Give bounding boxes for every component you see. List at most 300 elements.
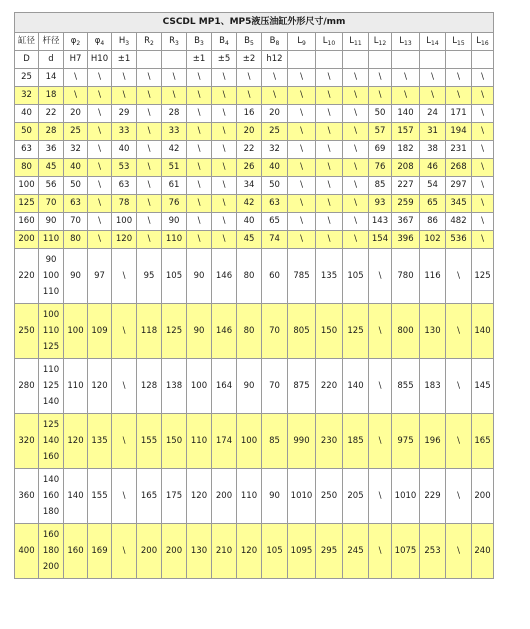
header-symbol: L xyxy=(297,36,302,46)
dimension-cell: \ xyxy=(137,213,162,231)
dimension-cell: 110 xyxy=(64,359,88,414)
header-symbol: L xyxy=(373,36,379,46)
dimension-cell: 157 xyxy=(392,123,420,141)
dimension-cell: \ xyxy=(446,359,472,414)
header-symbol: L xyxy=(399,36,405,46)
dimension-cell: 128 xyxy=(137,359,162,414)
dimension-cell: 130 xyxy=(420,304,446,359)
header-tolerance-cell xyxy=(369,51,392,69)
dimension-cell: 975 xyxy=(392,414,420,469)
dimension-cell: \ xyxy=(343,105,369,123)
dimension-cell: 1095 xyxy=(288,524,316,579)
dimension-cell: 26 xyxy=(237,159,262,177)
rod-diameter-cell xyxy=(39,87,64,105)
rod-diameter-value: 140 xyxy=(42,397,60,407)
dimension-cell: 102 xyxy=(420,231,446,249)
dimension-cell: \ xyxy=(137,141,162,159)
header-symbol: L xyxy=(349,36,355,46)
dimension-cell: \ xyxy=(88,159,112,177)
dimension-cell: 65 xyxy=(420,195,446,213)
dimension-cell: \ xyxy=(472,195,494,213)
dimension-cell: \ xyxy=(137,105,162,123)
dimension-cell: \ xyxy=(212,69,237,87)
dimension-cell: 345 xyxy=(446,195,472,213)
dimension-cell: 70 xyxy=(262,359,288,414)
header-symbol: B xyxy=(194,36,200,46)
header-tolerance-cell xyxy=(288,51,316,69)
dimension-cell: \ xyxy=(112,69,137,87)
dimension-cell: 42 xyxy=(237,195,262,213)
header-symbol: B xyxy=(269,36,276,46)
header-symbol: φ xyxy=(70,36,77,46)
dimension-cell: \ xyxy=(343,177,369,195)
dimension-cell: \ xyxy=(343,123,369,141)
rod-diameter-value: 160 xyxy=(42,530,60,540)
dimension-cell: 105 xyxy=(343,249,369,304)
dimension-cell: 57 xyxy=(369,123,392,141)
header-subscript: 14 xyxy=(431,40,439,47)
table-row xyxy=(15,249,494,304)
dimension-cell: 109 xyxy=(88,304,112,359)
header-cell xyxy=(316,33,343,51)
dimension-cell: \ xyxy=(137,87,162,105)
header-cell xyxy=(162,33,187,51)
dimension-cell: 155 xyxy=(88,469,112,524)
table-row xyxy=(15,123,494,141)
rod-diameter-value: 160 xyxy=(42,452,60,462)
bore-diameter-cell: 160 xyxy=(15,213,39,231)
dimension-cell: 220 xyxy=(316,359,343,414)
rod-diameter-value: 140 xyxy=(42,436,60,446)
bore-diameter-cell: 320 xyxy=(15,414,39,469)
header-cell xyxy=(39,33,64,51)
dimension-cell: \ xyxy=(369,469,392,524)
dimension-cell: \ xyxy=(137,195,162,213)
dimension-cell: \ xyxy=(64,69,88,87)
dimension-cell: 54 xyxy=(420,177,446,195)
dimension-cell: \ xyxy=(446,414,472,469)
table-row xyxy=(15,414,494,469)
dimension-cell: \ xyxy=(316,105,343,123)
header-tolerance-cell: h12 xyxy=(262,51,288,69)
rod-diameter-cell xyxy=(39,231,64,249)
dimension-cell: 800 xyxy=(392,304,420,359)
dimension-cell: 482 xyxy=(446,213,472,231)
dimension-cell: \ xyxy=(343,159,369,177)
header-tolerance-cell xyxy=(420,51,446,69)
dimension-cell: 16 xyxy=(237,105,262,123)
dimension-cell: \ xyxy=(88,105,112,123)
dimension-cell: \ xyxy=(187,177,212,195)
rod-diameter-cell xyxy=(39,123,64,141)
header-symbol: R xyxy=(144,36,151,46)
header-subscript: 3 xyxy=(200,40,204,47)
dimension-cell: \ xyxy=(212,105,237,123)
dimension-cell: 105 xyxy=(262,524,288,579)
dimension-cell: 229 xyxy=(420,469,446,524)
dimension-cell: 785 xyxy=(288,249,316,304)
dimension-cell: \ xyxy=(369,304,392,359)
header-cell xyxy=(137,33,162,51)
bore-diameter-cell: 32 xyxy=(15,87,39,105)
dimension-cell: 34 xyxy=(237,177,262,195)
dimension-cell: 140 xyxy=(392,105,420,123)
table-row xyxy=(15,231,494,249)
header-cell xyxy=(237,33,262,51)
rod-diameter-cell xyxy=(39,359,64,414)
dimension-cell: 205 xyxy=(343,469,369,524)
bore-diameter-cell: 250 xyxy=(15,304,39,359)
dimension-cell: 33 xyxy=(112,123,137,141)
rod-diameter-value: 100 xyxy=(42,271,60,281)
dimension-cell: \ xyxy=(472,105,494,123)
dimension-cell: 31 xyxy=(420,123,446,141)
dimension-cell: 227 xyxy=(392,177,420,195)
header-row-symbols xyxy=(15,33,494,51)
dimension-cell: 22 xyxy=(237,141,262,159)
dimension-cell: 154 xyxy=(369,231,392,249)
dimension-cell: 60 xyxy=(262,249,288,304)
header-tolerance-cell: H10 xyxy=(88,51,112,69)
rod-diameter-value: 14 xyxy=(45,72,57,82)
dimension-cell: 165 xyxy=(137,469,162,524)
header-subscript: 3 xyxy=(175,40,179,47)
header-cell xyxy=(187,33,212,51)
rod-diameter-value: 110 xyxy=(42,234,60,244)
dimension-cell: 183 xyxy=(420,359,446,414)
dimension-cell: 210 xyxy=(212,524,237,579)
header-tolerance-cell xyxy=(137,51,162,69)
dimension-cell: \ xyxy=(64,87,88,105)
dimension-cell: 93 xyxy=(369,195,392,213)
dimension-cell: 32 xyxy=(262,141,288,159)
dimension-cell: \ xyxy=(88,195,112,213)
dimension-cell: 150 xyxy=(162,414,187,469)
dimension-cell: 90 xyxy=(187,304,212,359)
bore-diameter-cell: 100 xyxy=(15,177,39,195)
header-subscript: 13 xyxy=(404,40,412,47)
dimension-cell: \ xyxy=(288,231,316,249)
dimension-cell: 182 xyxy=(392,141,420,159)
dimension-cell: 125 xyxy=(343,304,369,359)
dimension-cell: 990 xyxy=(288,414,316,469)
dimension-cell: 145 xyxy=(472,359,494,414)
dimension-cell: 100 xyxy=(187,359,212,414)
dimension-cell: 40 xyxy=(64,159,88,177)
dimension-cell: \ xyxy=(137,159,162,177)
dimension-cell: \ xyxy=(137,231,162,249)
dimension-cell: \ xyxy=(316,87,343,105)
rod-diameter-cell xyxy=(39,195,64,213)
header-subscript: 4 xyxy=(225,40,229,47)
header-symbol: H xyxy=(118,36,126,46)
dimension-cell: \ xyxy=(446,69,472,87)
rod-diameter-cell xyxy=(39,414,64,469)
dimension-cell: 259 xyxy=(392,195,420,213)
dimension-cell: \ xyxy=(420,87,446,105)
table-row xyxy=(15,213,494,231)
dimension-cell: \ xyxy=(369,87,392,105)
dimension-cell: 1010 xyxy=(288,469,316,524)
dimension-cell: 174 xyxy=(212,414,237,469)
header-subscript: 16 xyxy=(481,40,489,47)
dimension-cell: \ xyxy=(212,141,237,159)
dimension-cell: 171 xyxy=(446,105,472,123)
dimension-cell: \ xyxy=(316,159,343,177)
bore-diameter-cell: 25 xyxy=(15,69,39,87)
header-symbol: B xyxy=(219,36,225,46)
dimension-cell: 140 xyxy=(64,469,88,524)
header-tolerance-cell xyxy=(162,51,187,69)
rod-diameter-value: 125 xyxy=(42,381,60,391)
dimension-cell: 110 xyxy=(187,414,212,469)
rod-diameter-value: 36 xyxy=(45,144,57,154)
dimension-cell: \ xyxy=(187,141,212,159)
dimension-cell: \ xyxy=(288,87,316,105)
dimension-cell: 194 xyxy=(446,123,472,141)
bore-diameter-cell: 50 xyxy=(15,123,39,141)
dimension-cell: 100 xyxy=(64,304,88,359)
dimension-cell: \ xyxy=(446,249,472,304)
rod-diameter-cell xyxy=(39,524,64,579)
rod-diameter-cell xyxy=(39,159,64,177)
rod-diameter-cell xyxy=(39,69,64,87)
dimension-cell: 200 xyxy=(212,469,237,524)
dimension-cell: \ xyxy=(369,249,392,304)
dimension-cell: 24 xyxy=(420,105,446,123)
dimension-cell: 80 xyxy=(237,304,262,359)
dimension-cell: 805 xyxy=(288,304,316,359)
dimension-cell: \ xyxy=(112,249,137,304)
dimension-cell: \ xyxy=(420,69,446,87)
dimension-cell: 38 xyxy=(420,141,446,159)
cylinder-dimension-table xyxy=(14,12,494,579)
dimension-cell: 120 xyxy=(187,469,212,524)
header-tolerance-cell xyxy=(343,51,369,69)
dimension-cell: \ xyxy=(262,87,288,105)
dimension-cell: \ xyxy=(343,69,369,87)
rod-diameter-cell xyxy=(39,249,64,304)
header-symbol: R xyxy=(169,36,176,46)
header-cell xyxy=(392,33,420,51)
dimension-cell: 20 xyxy=(262,105,288,123)
dimension-cell: \ xyxy=(112,359,137,414)
table-row xyxy=(15,304,494,359)
dimension-cell: \ xyxy=(88,69,112,87)
dimension-cell: 50 xyxy=(369,105,392,123)
table-row xyxy=(15,105,494,123)
header-cell xyxy=(343,33,369,51)
bore-diameter-cell: 63 xyxy=(15,141,39,159)
dimension-cell: 90 xyxy=(162,213,187,231)
dimension-cell: \ xyxy=(212,177,237,195)
dimension-cell: \ xyxy=(316,141,343,159)
dimension-cell: 105 xyxy=(162,249,187,304)
dimension-cell: 110 xyxy=(162,231,187,249)
dimension-cell: 20 xyxy=(237,123,262,141)
dimension-cell: 169 xyxy=(88,524,112,579)
dimension-cell: 70 xyxy=(64,213,88,231)
bore-diameter-cell: 280 xyxy=(15,359,39,414)
header-symbol: φ xyxy=(94,36,101,46)
header-subscript: 2 xyxy=(150,40,154,47)
dimension-cell: \ xyxy=(288,213,316,231)
dimension-cell: 875 xyxy=(288,359,316,414)
dimension-cell: \ xyxy=(288,141,316,159)
dimension-cell: \ xyxy=(187,195,212,213)
dimension-cell: \ xyxy=(162,87,187,105)
dimension-cell: \ xyxy=(212,123,237,141)
dimension-cell: 120 xyxy=(112,231,137,249)
bore-diameter-cell: 400 xyxy=(15,524,39,579)
dimension-cell: 78 xyxy=(112,195,137,213)
header-subscript: 15 xyxy=(457,40,465,47)
rod-diameter-cell xyxy=(39,469,64,524)
dimension-cell: 50 xyxy=(64,177,88,195)
dimension-cell: 231 xyxy=(446,141,472,159)
dimension-cell: \ xyxy=(137,123,162,141)
dimension-cell: \ xyxy=(212,87,237,105)
dimension-cell: 74 xyxy=(262,231,288,249)
dimension-cell: 160 xyxy=(64,524,88,579)
dimension-cell: 100 xyxy=(112,213,137,231)
dimension-cell: 63 xyxy=(262,195,288,213)
table-row xyxy=(15,177,494,195)
dimension-cell: \ xyxy=(212,231,237,249)
dimension-cell: 200 xyxy=(137,524,162,579)
dimension-cell: \ xyxy=(446,469,472,524)
dimension-cell: 51 xyxy=(162,159,187,177)
header-row-tolerances xyxy=(15,51,494,69)
rod-diameter-value: 100 xyxy=(42,310,60,320)
rod-diameter-value: 18 xyxy=(45,90,57,100)
rod-diameter-value: 200 xyxy=(42,562,60,572)
dimension-cell: \ xyxy=(137,177,162,195)
header-tolerance-cell: D xyxy=(15,51,39,69)
dimension-cell: 110 xyxy=(237,469,262,524)
rod-diameter-value: 140 xyxy=(42,475,60,485)
dimension-cell: \ xyxy=(446,524,472,579)
dimension-cell: 120 xyxy=(88,359,112,414)
header-subscript: 11 xyxy=(354,40,362,47)
dimension-cell: 53 xyxy=(112,159,137,177)
dimension-cell: 20 xyxy=(64,105,88,123)
header-cell xyxy=(288,33,316,51)
rod-diameter-value: 22 xyxy=(45,108,57,118)
dimension-cell: 367 xyxy=(392,213,420,231)
dimension-cell: \ xyxy=(212,159,237,177)
dimension-cell: \ xyxy=(343,87,369,105)
dimension-cell: 28 xyxy=(162,105,187,123)
rod-diameter-value: 110 xyxy=(42,365,60,375)
dimension-cell: \ xyxy=(472,123,494,141)
header-tolerance-cell xyxy=(446,51,472,69)
bore-diameter-cell: 40 xyxy=(15,105,39,123)
dimension-cell: 76 xyxy=(369,159,392,177)
dimension-cell: \ xyxy=(392,87,420,105)
table-row xyxy=(15,87,494,105)
header-symbol: B xyxy=(244,36,250,46)
dimension-cell: \ xyxy=(369,414,392,469)
dimension-cell: 86 xyxy=(420,213,446,231)
dimension-cell: \ xyxy=(472,141,494,159)
header-tolerance-cell: ±2 xyxy=(237,51,262,69)
rod-diameter-value: 56 xyxy=(45,180,57,190)
dimension-cell: 140 xyxy=(472,304,494,359)
rod-diameter-value: 160 xyxy=(42,491,60,501)
dimension-cell: \ xyxy=(316,69,343,87)
rod-diameter-value: 180 xyxy=(42,546,60,556)
dimension-cell: \ xyxy=(212,195,237,213)
dimension-cell: 138 xyxy=(162,359,187,414)
header-tolerance-cell xyxy=(392,51,420,69)
header-tolerance-cell xyxy=(472,51,494,69)
dimension-cell: 40 xyxy=(262,159,288,177)
dimension-cell: 65 xyxy=(262,213,288,231)
header-tolerance-cell: ±1 xyxy=(112,51,137,69)
dimension-cell: 69 xyxy=(369,141,392,159)
dimension-cell: 164 xyxy=(212,359,237,414)
dimension-cell: 90 xyxy=(237,359,262,414)
dimension-cell: 196 xyxy=(420,414,446,469)
dimension-cell: 120 xyxy=(64,414,88,469)
dimension-cell: 240 xyxy=(472,524,494,579)
dimension-cell: 855 xyxy=(392,359,420,414)
dimension-cell: \ xyxy=(187,231,212,249)
table-row xyxy=(15,69,494,87)
dimension-cell: 90 xyxy=(262,469,288,524)
dimension-cell: 146 xyxy=(212,304,237,359)
rod-diameter-value: 90 xyxy=(45,255,57,265)
dimension-cell: 297 xyxy=(446,177,472,195)
dimension-cell: \ xyxy=(446,304,472,359)
header-subscript: 5 xyxy=(250,40,254,47)
dimension-cell: \ xyxy=(472,231,494,249)
header-tolerance-cell: d xyxy=(39,51,64,69)
dimension-cell: 80 xyxy=(237,249,262,304)
dimension-cell: 63 xyxy=(64,195,88,213)
dimension-cell: 85 xyxy=(262,414,288,469)
header-tolerance-cell xyxy=(316,51,343,69)
dimension-cell: 200 xyxy=(472,469,494,524)
dimension-cell: 116 xyxy=(420,249,446,304)
dimension-cell: 42 xyxy=(162,141,187,159)
header-symbol: 缸径 xyxy=(17,36,35,46)
dimension-cell: 200 xyxy=(162,524,187,579)
dimension-cell: 33 xyxy=(162,123,187,141)
dimension-cell: 230 xyxy=(316,414,343,469)
dimension-cell: \ xyxy=(472,87,494,105)
dimension-cell: 780 xyxy=(392,249,420,304)
dimension-cell: \ xyxy=(88,177,112,195)
dimension-cell: 63 xyxy=(112,177,137,195)
rod-diameter-value: 180 xyxy=(42,507,60,517)
rod-diameter-value: 90 xyxy=(45,216,57,226)
dimension-cell: \ xyxy=(187,69,212,87)
rod-diameter-cell xyxy=(39,105,64,123)
rod-diameter-value: 125 xyxy=(42,420,60,430)
dimension-cell: 61 xyxy=(162,177,187,195)
dimension-cell: 97 xyxy=(88,249,112,304)
dimension-cell: 396 xyxy=(392,231,420,249)
header-cell xyxy=(112,33,137,51)
header-subscript: 3 xyxy=(125,40,130,47)
dimension-cell: \ xyxy=(288,105,316,123)
dimension-cell: \ xyxy=(288,69,316,87)
dimension-cell: 125 xyxy=(162,304,187,359)
dimension-cell: \ xyxy=(316,123,343,141)
header-cell xyxy=(15,33,39,51)
